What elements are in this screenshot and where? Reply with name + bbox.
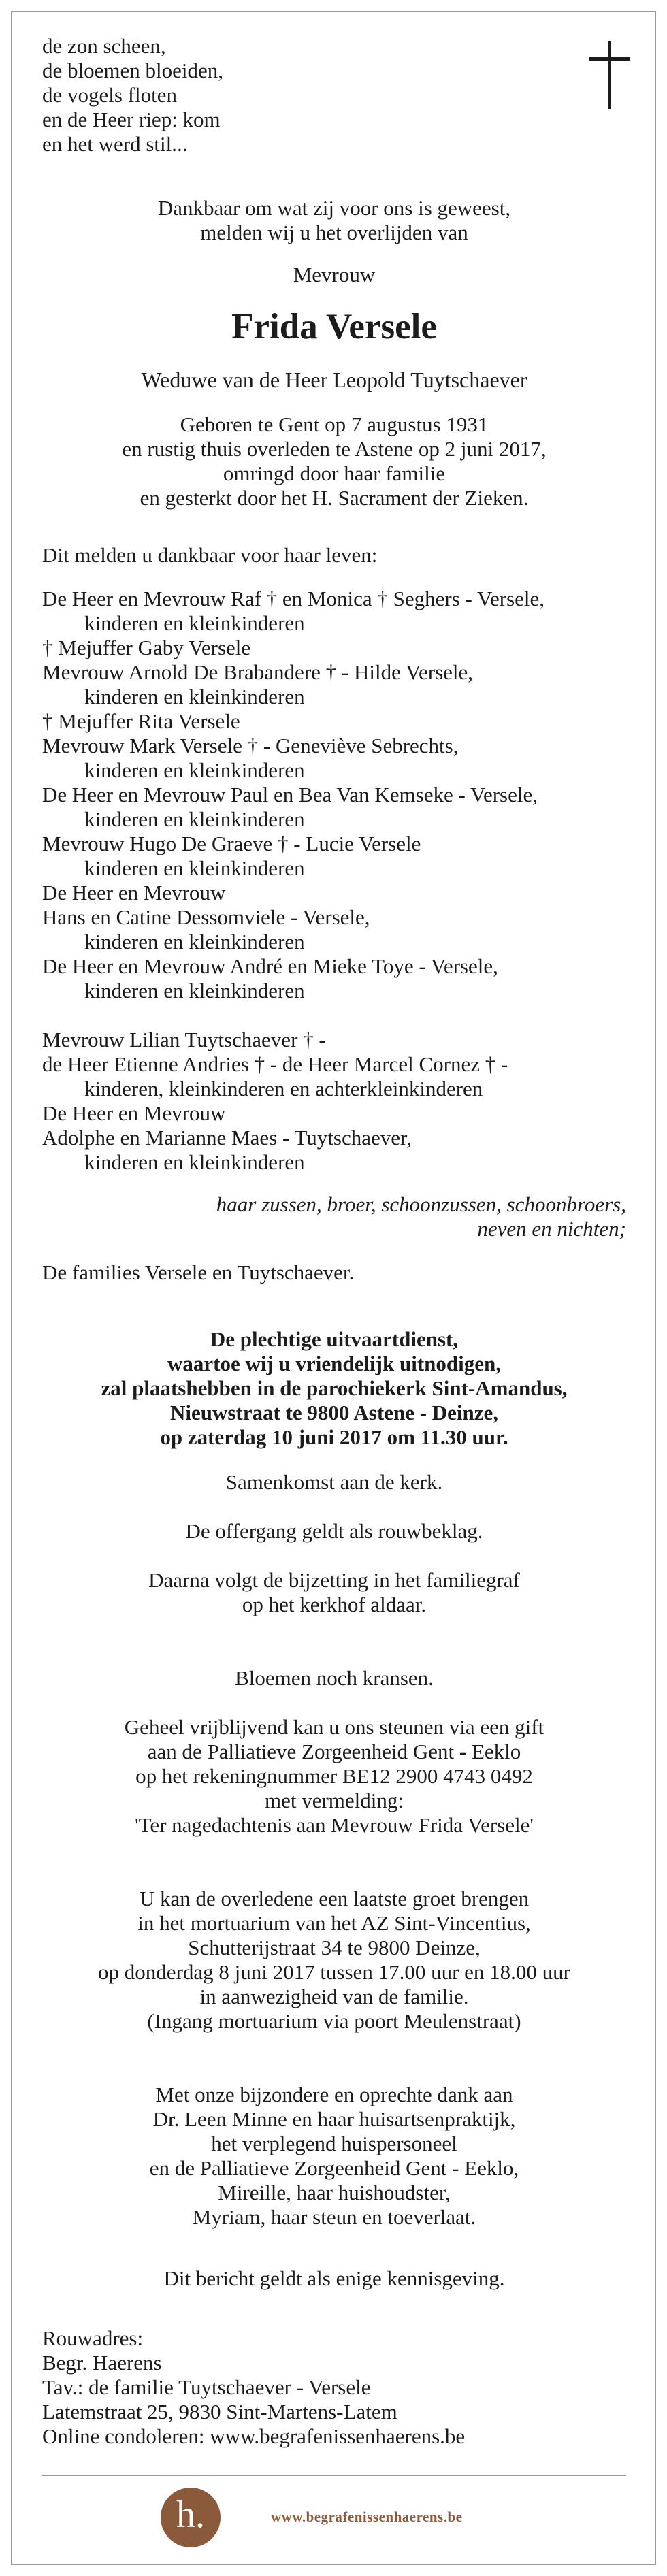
family-line: Hans en Catine Dessomviele - Versele, [42, 905, 370, 929]
footer-website-link[interactable]: www.begrafenissenhaerens.be [271, 2509, 463, 2525]
intro [42, 196, 626, 245]
burial-line: Daarna volgt de bijzetting in het familiegraf [148, 1568, 520, 1592]
family-line: kinderen en kleinkinderen [84, 856, 305, 880]
notice: Dit bericht geldt als enige kennisgeving. [163, 2266, 505, 2290]
family-line: de Heer Etienne Andries † - de Heer Marcel Cornez † - [42, 1052, 508, 1076]
service-line: De plechtige uitvaartdienst, [210, 1327, 459, 1351]
relatives-line: neven en nichten; [477, 1217, 626, 1241]
life-details [42, 412, 626, 510]
visitation-line: in aanwezigheid van de familie. [199, 1985, 469, 2008]
poem-line: de bloemen bloeiden, [42, 59, 223, 82]
gratitude-line: en de Palliatieve Zorgeenheid Gent - Eeklo, [149, 2156, 519, 2180]
burial [42, 1568, 626, 1617]
service-line: Nieuwstraat te 9800 Astene - Deinze, [169, 1401, 499, 1424]
offering: De offergang geldt als rouwbeklag. [185, 1519, 483, 1543]
family-line: kinderen en kleinkinderen [84, 758, 305, 782]
intro-line: melden wij u het overlijden van [200, 221, 468, 244]
relatives [42, 1192, 626, 1241]
donation-line: met vermelding: [264, 1789, 404, 1812]
family-line: kinderen en kleinkinderen [84, 1150, 305, 1174]
donation-line: Geheel vrijblijvend kan u ons steunen via een gift [124, 1715, 544, 1739]
service-line: op zaterdag 10 juni 2017 om 11.30 uur. [160, 1425, 508, 1449]
service-line: waartoe wij u vriendelijk uitnodigen, [167, 1352, 501, 1375]
poem-line: en de Heer riep: kom [42, 108, 221, 131]
cross-icon [589, 41, 630, 109]
donation-line: 'Ter nagedachtenis aan Mevrouw Frida Versele' [134, 1813, 534, 1837]
family-line: De Heer en Mevrouw Raf † en Monica † Seghers - Versele, [42, 587, 545, 610]
burial-line: op het kerkhof aldaar. [242, 1593, 427, 1616]
intro-line: Dankbaar om wat zij voor ons is geweest, [157, 196, 511, 220]
relatives-line: haar zussen, broer, schoonzussen, schoonbroers, [216, 1192, 626, 1216]
family-line: kinderen en kleinkinderen [84, 979, 305, 1002]
main-content [42, 196, 626, 2449]
family-line: Mevrouw Arnold De Brabandere † - Hilde Versele, [42, 660, 474, 684]
salutation: Mevrouw [293, 263, 376, 287]
no-flowers: Bloemen noch kransen. [235, 1666, 434, 1690]
mourning-address [42, 2326, 626, 2449]
family-line: kinderen, kleinkinderen en achterkleinkinderen [84, 1077, 483, 1100]
visitation-line: Schutterijstraat 34 te 9800 Deinze, [188, 1936, 481, 1959]
thanks-line: Dit melden u dankbaar voor haar leven: [42, 543, 378, 567]
family-line: kinderen en kleinkinderen [84, 685, 305, 708]
family-group-1 [42, 587, 626, 1003]
gratitude-line: Myriam, haar steun en toeverlaat. [192, 2205, 476, 2229]
address-line: Begr. Haerens [42, 2351, 162, 2375]
family-line: Mevrouw Mark Versele † - Geneviève Sebrechts, [42, 734, 459, 757]
family-line: kinderen en kleinkinderen [84, 807, 305, 831]
gathering: Samenkomst aan de kerk. [225, 1470, 443, 1494]
service-line: zal plaatshebben in de parochiekerk Sint-Amandus, [101, 1376, 568, 1400]
visitation-info [42, 1887, 626, 2034]
gratitude-line: het verplegend huispersoneel [211, 2132, 457, 2155]
family-line: Adolphe en Marianne Maes - Tuytschaever, [42, 1126, 412, 1150]
donation-info [42, 1715, 626, 1838]
visitation-line: in het mortuarium van het AZ Sint-Vincentius, [137, 1911, 531, 1935]
gratitude-line: Dr. Leen Minne en haar huisartsenpraktijk, [152, 2107, 516, 2131]
poem-line: en het werd stil... [42, 132, 188, 156]
address-line: Rouwadres: [42, 2326, 144, 2350]
life-line: omringd door haar familie [223, 461, 446, 485]
widow-of: Weduwe van de Heer Leopold Tuytschaever [141, 368, 527, 392]
poem-line: de zon scheen, [42, 34, 166, 58]
family-line: De Heer en Mevrouw André en Mieke Toye - Versele, [42, 954, 498, 978]
footer-divider [42, 2475, 626, 2476]
address-line: Tav.: de familie Tuytschaever - Versele [42, 2375, 371, 2399]
life-line: Geboren te Gent op 7 augustus 1931 [180, 412, 489, 436]
address-line: Latemstraat 25, 9830 Sint-Martens-Latem [42, 2400, 397, 2424]
family-line: De Heer en Mevrouw [42, 881, 226, 904]
visitation-line: (Ingang mortuarium via poort Meulenstraat) [147, 2009, 521, 2033]
family-line: De Heer en Mevrouw [42, 1101, 226, 1125]
donation-line: aan de Palliatieve Zorgeenheid Gent - Eeklo [147, 1740, 521, 1763]
family-group-2 [42, 1028, 626, 1175]
gratitude-line: Mireille, haar huishoudster, [218, 2181, 451, 2204]
family-line: kinderen en kleinkinderen [84, 611, 305, 635]
visitation-line: op donderdag 8 juni 2017 tussen 17.00 uur en 18.00 uur [98, 1960, 570, 1984]
family-line: † Mejuffer Gaby Versele [42, 636, 251, 659]
family-line: † Mejuffer Rita Versele [42, 709, 240, 733]
gratitude-line: Met onze bijzondere en oprechte dank aan [155, 2083, 513, 2106]
family-line: kinderen en kleinkinderen [84, 930, 305, 953]
online-condolence-line[interactable]: Online condoleren: www.begrafenissenhaerens.be [42, 2424, 466, 2448]
life-line: en gesterkt door het H. Sacrament der Zieken. [140, 486, 529, 510]
family-line: Mevrouw Hugo De Graeve † - Lucie Versele [42, 832, 421, 855]
donation-line: op het rekeningnummer BE12 2900 4743 0492 [135, 1764, 533, 1788]
opening-poem [42, 34, 223, 157]
visitation-line: U kan de overledene een laatste groet brengen [139, 1887, 530, 1910]
gratitude [42, 2083, 626, 2230]
service-info [42, 1327, 626, 1450]
family-line: De Heer en Mevrouw Paul en Bea Van Kemseke - Versele, [42, 783, 538, 806]
life-line: en rustig thuis overleden te Astene op 2 juni 2017, [122, 437, 547, 461]
deceased-name: Frida Versele [231, 307, 437, 346]
funeral-home-logo: h. [161, 2488, 221, 2547]
families-line: De families Versele en Tuytschaever. [42, 1260, 355, 1284]
family-line: Mevrouw Lilian Tuytschaever † - [42, 1028, 326, 1051]
poem-line: de vogels floten [42, 83, 178, 107]
